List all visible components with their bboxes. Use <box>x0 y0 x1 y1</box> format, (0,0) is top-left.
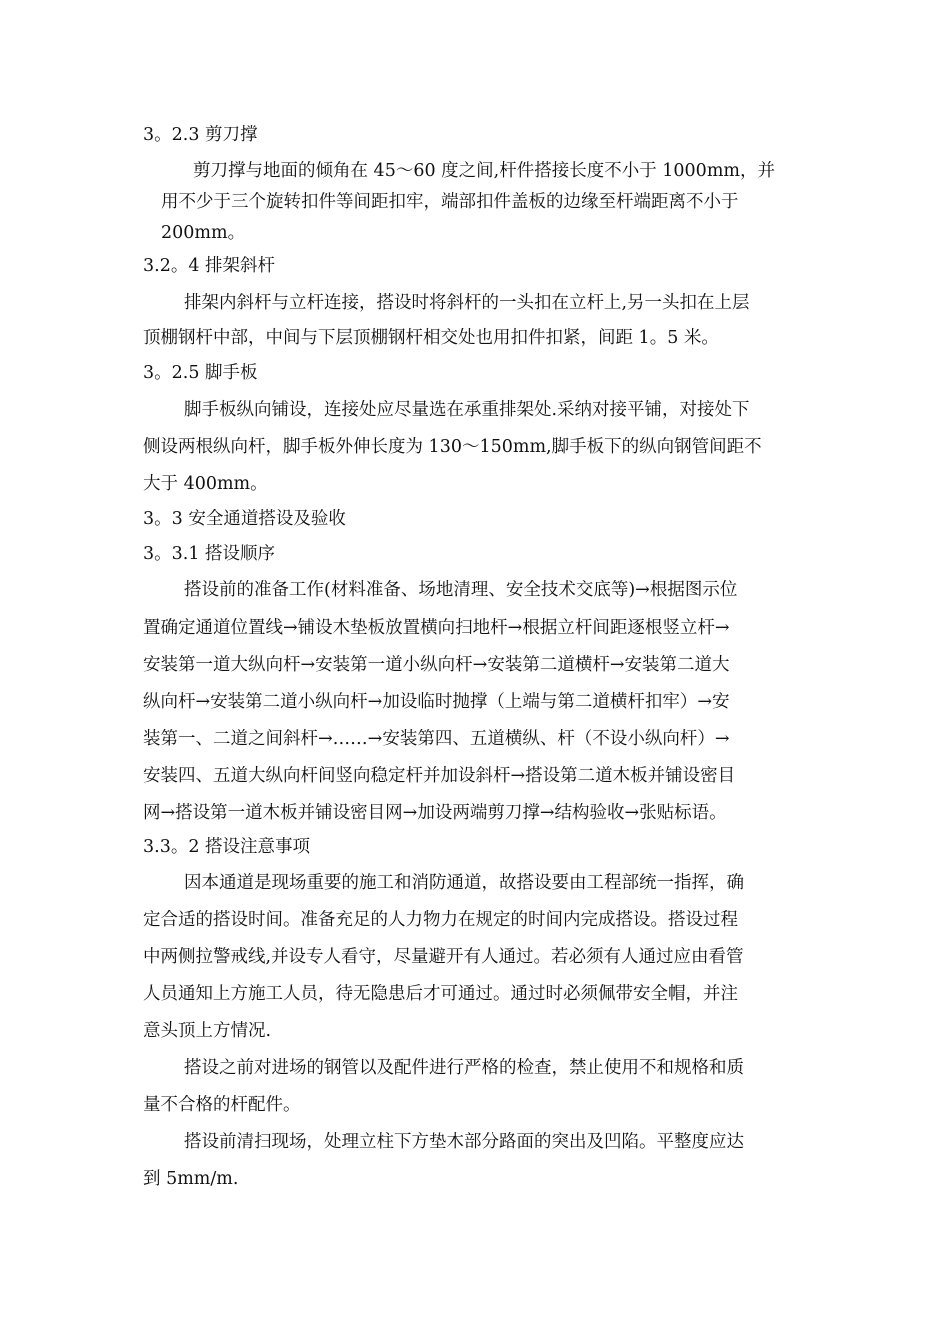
paragraph-line: 顶棚钢杆中部，中间与下层顶棚钢杆相交处也用扣件扣紧，间距 1。5 米。 <box>143 328 719 348</box>
paragraph-line: 200mm。 <box>161 223 246 243</box>
paragraph-line: 人员通知上方施工人员，待无隐患后才可通过。通过时必须佩带安全帽，并注 <box>143 984 738 1004</box>
section-heading-3-2-5: 3。2.5 脚手板 <box>143 363 258 383</box>
paragraph-line: 到 5mm/m. <box>143 1169 239 1189</box>
paragraph-line: 因本通道是现场重要的施工和消防通道，故搭设要由工程部统一指挥，确 <box>184 873 744 893</box>
paragraph-line: 定合适的搭设时间。准备充足的人力物力在规定的时间内完成搭设。搭设过程 <box>143 910 738 930</box>
paragraph-line: 意头顶上方情况. <box>143 1021 272 1041</box>
section-heading-3-3: 3。3 安全通道搭设及验收 <box>143 509 346 529</box>
paragraph-line: 搭设前清扫现场，处理立柱下方垫木部分路面的突出及凹陷。平整度应达 <box>184 1132 744 1152</box>
section-heading-3-3-2: 3.3。2 搭设注意事项 <box>143 837 311 857</box>
section-heading-3-2-3: 3。2.3 剪刀撑 <box>143 125 258 145</box>
section-heading-3-2-4: 3.2。4 排架斜杆 <box>143 256 276 276</box>
paragraph-line: 侧设两根纵向杆，脚手板外伸长度为 130～150mm,脚手板下的纵向钢管间距不 <box>143 437 762 457</box>
paragraph-line: 量不合格的杆配件。 <box>143 1095 301 1115</box>
section-heading-3-3-1: 3。3.1 搭设顺序 <box>143 544 276 564</box>
paragraph-line: 大于 400mm。 <box>143 474 268 494</box>
paragraph-line: 搭设之前对进场的钢管以及配件进行严格的检查，禁止使用不和规格和质 <box>184 1058 744 1078</box>
paragraph-line: 置确定通道位置线→铺设木垫板放置横向扫地杆→根据立杆间距逐根竖立杆→ <box>143 618 730 638</box>
paragraph-line: 装第一、二道之间斜杆→……→安装第四、五道横纵、杆（不设小纵向杆）→ <box>143 729 730 749</box>
paragraph-line: 中两侧拉警戒线,并设专人看守，尽量避开有人通过。若必须有人通过应由看管 <box>143 947 744 967</box>
paragraph-line: 安装四、五道大纵向杆间竖向稳定杆并加设斜杆→搭设第二道木板并铺设密目 <box>143 766 736 786</box>
paragraph-line: 剪刀撑与地面的倾角在 45～60 度之间,杆件搭接长度不小于 1000mm，并 <box>193 161 776 181</box>
paragraph-line: 网→搭设第一道木板并铺设密目网→加设两端剪刀撑→结构验收→张贴标语。 <box>143 803 727 823</box>
paragraph-line: 纵向杆→安装第二道小纵向杆→加设临时抛撑（上端与第二道横杆扣牢）→安 <box>143 692 730 712</box>
paragraph-line: 脚手板纵向铺设，连接处应尽量选在承重排架处.采纳对接平铺，对接处下 <box>184 400 750 420</box>
paragraph-line: 搭设前的准备工作(材料准备、场地清理、安全技术交底等)→根据图示位 <box>184 580 738 600</box>
paragraph-line: 安装第一道大纵向杆→安装第一道小纵向杆→安装第二道横杆→安装第二道大 <box>143 655 730 675</box>
paragraph-line: 用不少于三个旋转扣件等间距扣牢，端部扣件盖板的边缘至杆端距离不小于 <box>161 192 739 212</box>
paragraph-line: 排架内斜杆与立杆连接，搭设时将斜杆的一头扣在立杆上,另一头扣在上层 <box>184 293 750 313</box>
